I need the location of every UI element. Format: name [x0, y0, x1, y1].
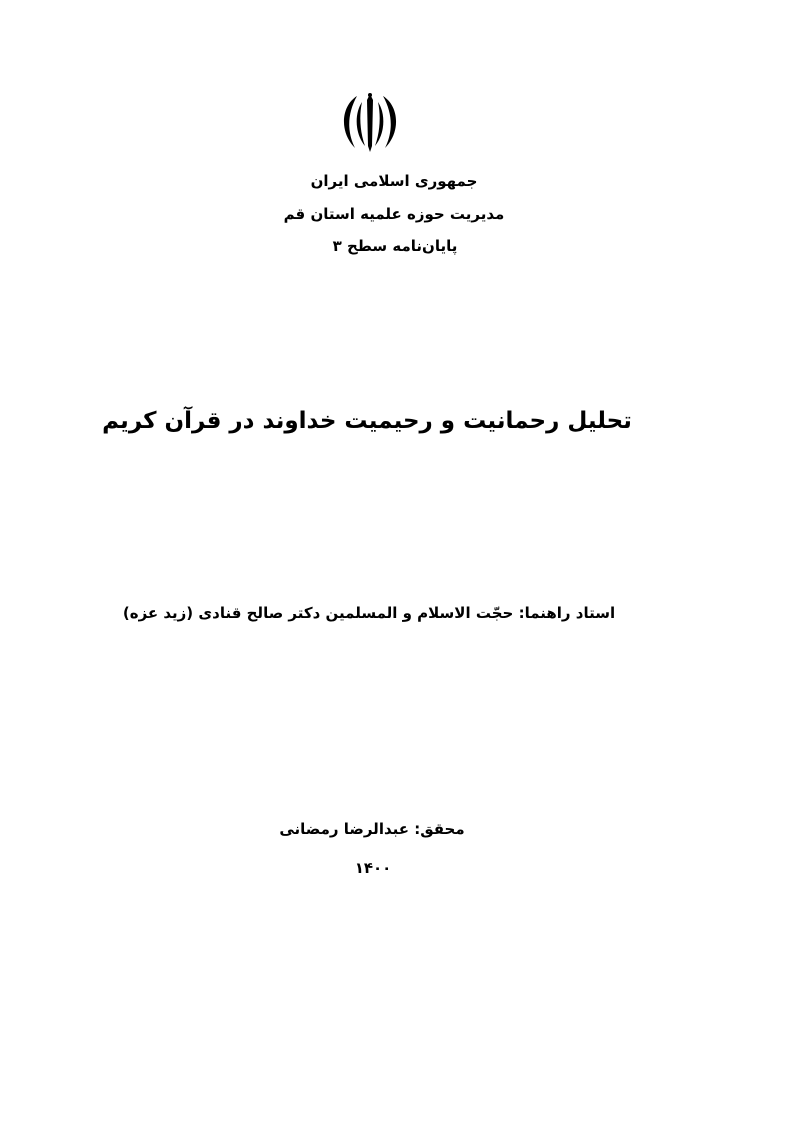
- supervisor-line: استاد راهنما: حجّت الاسلام و المسلمین دکتر صالح قنادی (زید عزه): [122, 604, 616, 622]
- country-heading: جمهوری اسلامی ایران: [310, 172, 478, 190]
- year-line: ۱۴۰۰: [354, 859, 392, 877]
- researcher-line: محقق: عبدالرضا رمضانی: [279, 820, 465, 838]
- seminary-management-heading: مدیریت حوزه علمیه استان قم: [283, 205, 505, 223]
- document-title: تحلیل رحمانیت و رحیمیت خداوند در قرآن کریم: [102, 408, 632, 434]
- iran-emblem-icon: [335, 92, 405, 154]
- thesis-level-heading: پایان‌نامه سطح ۳: [332, 237, 458, 255]
